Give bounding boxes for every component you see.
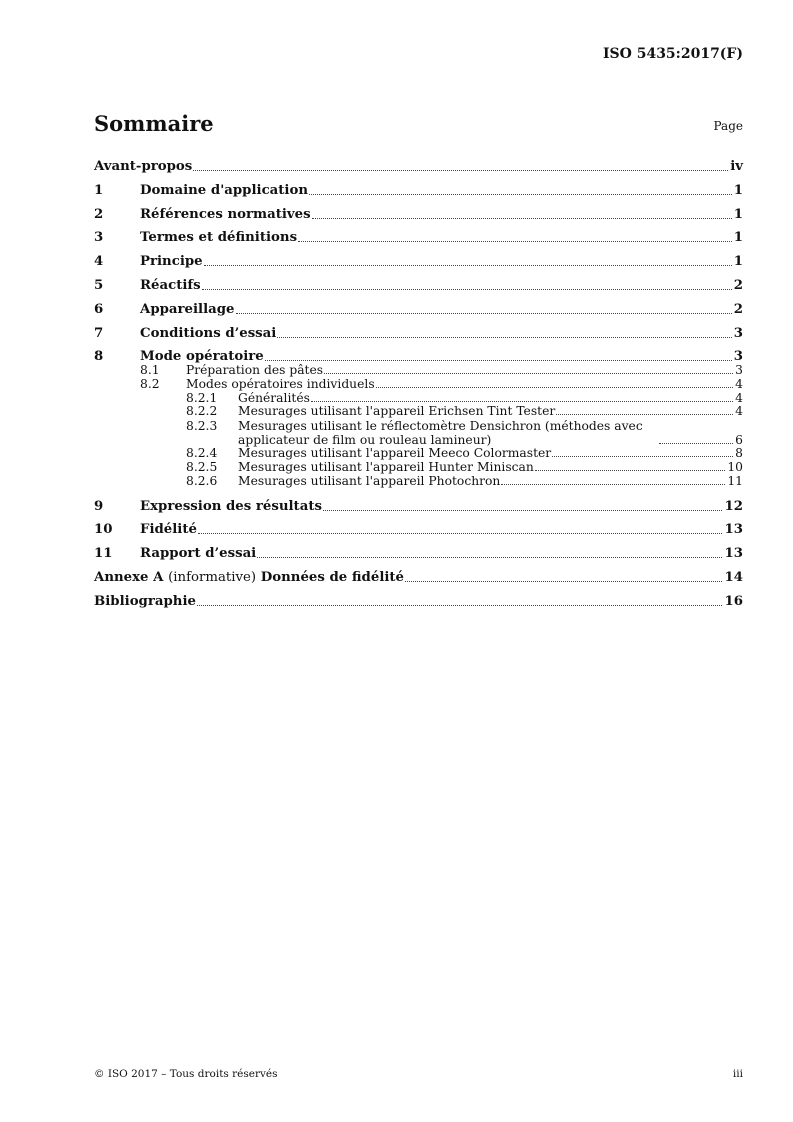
toc-entry-11[interactable] <box>94 543 743 561</box>
toc-entry-text: Mesurages utilisant le réflectomètre Densichron (méthodes avec applicateur de film ou rouleau lamineur) <box>238 418 643 447</box>
toc-entry-number: 5 <box>94 277 104 293</box>
toc-entry-page: 3 <box>735 363 743 378</box>
toc-entry-text: Mesurages utilisant l'appareil Meeco Colormaster <box>238 446 552 461</box>
footer-copyright: © ISO 2017 – Tous droits réservés <box>94 1068 278 1080</box>
toc-entry-number: 4 <box>94 254 104 270</box>
toc-entry-number: 3 <box>94 230 104 246</box>
toc-entry-text: Rapport d’essai <box>140 546 257 562</box>
toc-leader <box>323 510 723 511</box>
toc-entry-number: 8.2.6 <box>186 473 218 488</box>
toc-entry-3[interactable] <box>94 227 743 245</box>
toc-entry-page: 6 <box>735 432 743 447</box>
toc-entry-page: 12 <box>724 498 743 514</box>
toc-entry-number: 8 <box>94 349 104 365</box>
toc-entry-text: Termes et définitions <box>140 230 298 246</box>
toc-entry-page: 2 <box>733 277 743 293</box>
toc-entry-number: 8.2.1 <box>186 390 218 405</box>
toc-entry-page: 10 <box>727 459 743 474</box>
toc-entry-8-2-6[interactable] <box>94 475 743 488</box>
toc-entry-number: 2 <box>94 206 104 222</box>
toc-entry-8-2-5[interactable] <box>94 461 743 474</box>
toc-entry-8-2[interactable] <box>94 378 743 391</box>
table-of-contents <box>94 156 743 615</box>
toc-entry-page: 4 <box>735 376 743 391</box>
toc-entry-number: 6 <box>94 301 104 317</box>
toc-entry-text: Fidélité <box>140 522 197 538</box>
page-title: Sommaire <box>94 111 214 136</box>
toc-leader <box>236 313 732 314</box>
toc-entry-page: 3 <box>733 349 743 365</box>
toc-entry-page: 1 <box>733 182 743 198</box>
toc-entry-page: 1 <box>733 206 743 222</box>
toc-entry-5[interactable] <box>94 275 743 293</box>
toc-leader <box>324 373 733 374</box>
toc-leader <box>312 218 732 219</box>
toc-leader <box>298 241 732 242</box>
toc-leader <box>659 443 733 444</box>
toc-entry-8-2-4[interactable] <box>94 447 743 460</box>
footer-page-number: iii <box>732 1068 743 1080</box>
toc-leader <box>277 337 731 338</box>
toc-leader <box>556 414 733 415</box>
toc-entry-number: 8.2.4 <box>186 446 218 461</box>
toc-entry-annexe-a[interactable] <box>94 567 743 585</box>
toc-entry-number: 8.2.3 <box>186 418 218 433</box>
toc-entry-page: 11 <box>727 473 743 488</box>
toc-entry-6[interactable] <box>94 299 743 317</box>
toc-entry-text: Expression des résultats <box>140 498 322 514</box>
toc-entry-text: Mode opératoire <box>140 349 264 365</box>
toc-entry-text: Mesurages utilisant l'appareil Erichsen Tint Tester <box>238 404 556 419</box>
toc-leader <box>198 533 723 534</box>
toc-entry-page: 8 <box>735 446 743 461</box>
page-column-label: Page <box>713 119 743 133</box>
toc-entry-text: Appareillage <box>140 301 235 317</box>
toc-entry-1[interactable] <box>94 180 743 198</box>
toc-entry-page: 4 <box>735 404 743 419</box>
toc-entry-page: 16 <box>724 593 743 609</box>
toc-entry-8-2-2[interactable] <box>94 405 743 418</box>
toc-entry-page: iv <box>730 159 743 174</box>
toc-entry-page: 1 <box>733 254 743 270</box>
toc-entry-7[interactable] <box>94 323 743 341</box>
toc-entry-text: Principe <box>140 254 203 270</box>
toc-entry-8-2-1[interactable] <box>94 392 743 405</box>
toc-entry-text: Réactifs <box>140 277 201 293</box>
toc-entry-avant-propos[interactable] <box>94 156 743 174</box>
toc-entry-text <box>94 570 404 585</box>
toc-entry-page: 4 <box>735 390 743 405</box>
toc-entry-number: 10 <box>94 522 113 538</box>
toc-entry-page: 13 <box>724 522 743 538</box>
toc-entry-10[interactable] <box>94 519 743 537</box>
toc-leader <box>197 605 723 606</box>
toc-leader <box>376 387 734 388</box>
toc-entry-page: 1 <box>733 230 743 246</box>
toc-entry-number: 7 <box>94 325 104 341</box>
toc-leader <box>202 289 732 290</box>
toc-entry-text: Mesurages utilisant l'appareil Photochron <box>238 473 501 488</box>
toc-entry-8-2-3[interactable] <box>94 419 743 447</box>
toc-leader <box>552 456 733 457</box>
toc-entry-text: Mesurages utilisant l'appareil Hunter Miniscan <box>238 459 534 474</box>
toc-entry-text: Généralités <box>238 390 310 405</box>
toc-entry-8-1[interactable] <box>94 364 743 377</box>
toc-entry-2[interactable] <box>94 204 743 222</box>
toc-leader <box>309 194 732 195</box>
annex-title: Données de fidélité <box>260 569 405 585</box>
toc-entry-text: Conditions d’essai <box>140 325 277 341</box>
toc-entry-number: 8.2 <box>140 376 160 391</box>
toc-leader <box>204 265 732 266</box>
toc-entry-text: Avant-propos <box>94 159 193 174</box>
toc-leader <box>265 360 732 361</box>
toc-entry-text: Bibliographie <box>94 593 196 609</box>
toc-entry-number: 1 <box>94 182 104 198</box>
toc-entry-text: Références normatives <box>140 206 311 222</box>
toc-leader <box>311 401 733 402</box>
toc-leader <box>535 470 726 471</box>
toc-entry-4[interactable] <box>94 251 743 269</box>
annex-prefix: Annexe A <box>94 569 164 585</box>
toc-leader <box>405 581 722 582</box>
toc-leader <box>193 170 728 171</box>
toc-entry-text: Préparation des pâtes <box>186 363 324 378</box>
toc-leader <box>257 557 722 558</box>
toc-entry-page: 3 <box>733 325 743 341</box>
toc-entry-8[interactable] <box>94 346 743 364</box>
toc-entry-number: 8.2.5 <box>186 459 218 474</box>
toc-entry-page: 14 <box>724 569 743 585</box>
toc-entry-text: Domaine d'application <box>140 182 309 198</box>
toc-entry-bibliographie[interactable] <box>94 591 743 609</box>
document-id: ISO 5435:2017(F) <box>602 46 743 62</box>
annex-qualifier: (informative) <box>168 569 257 585</box>
toc-entry-number: 8.2.2 <box>186 404 218 419</box>
toc-entry-page: 2 <box>733 301 743 317</box>
toc-entry-9[interactable] <box>94 496 743 514</box>
toc-entry-text: Modes opératoires individuels <box>186 376 375 391</box>
toc-entry-number: 11 <box>94 546 113 562</box>
toc-entry-number: 8.1 <box>140 363 160 378</box>
toc-entry-page: 13 <box>724 546 743 562</box>
toc-leader <box>501 484 725 485</box>
toc-entry-number: 9 <box>94 498 104 514</box>
